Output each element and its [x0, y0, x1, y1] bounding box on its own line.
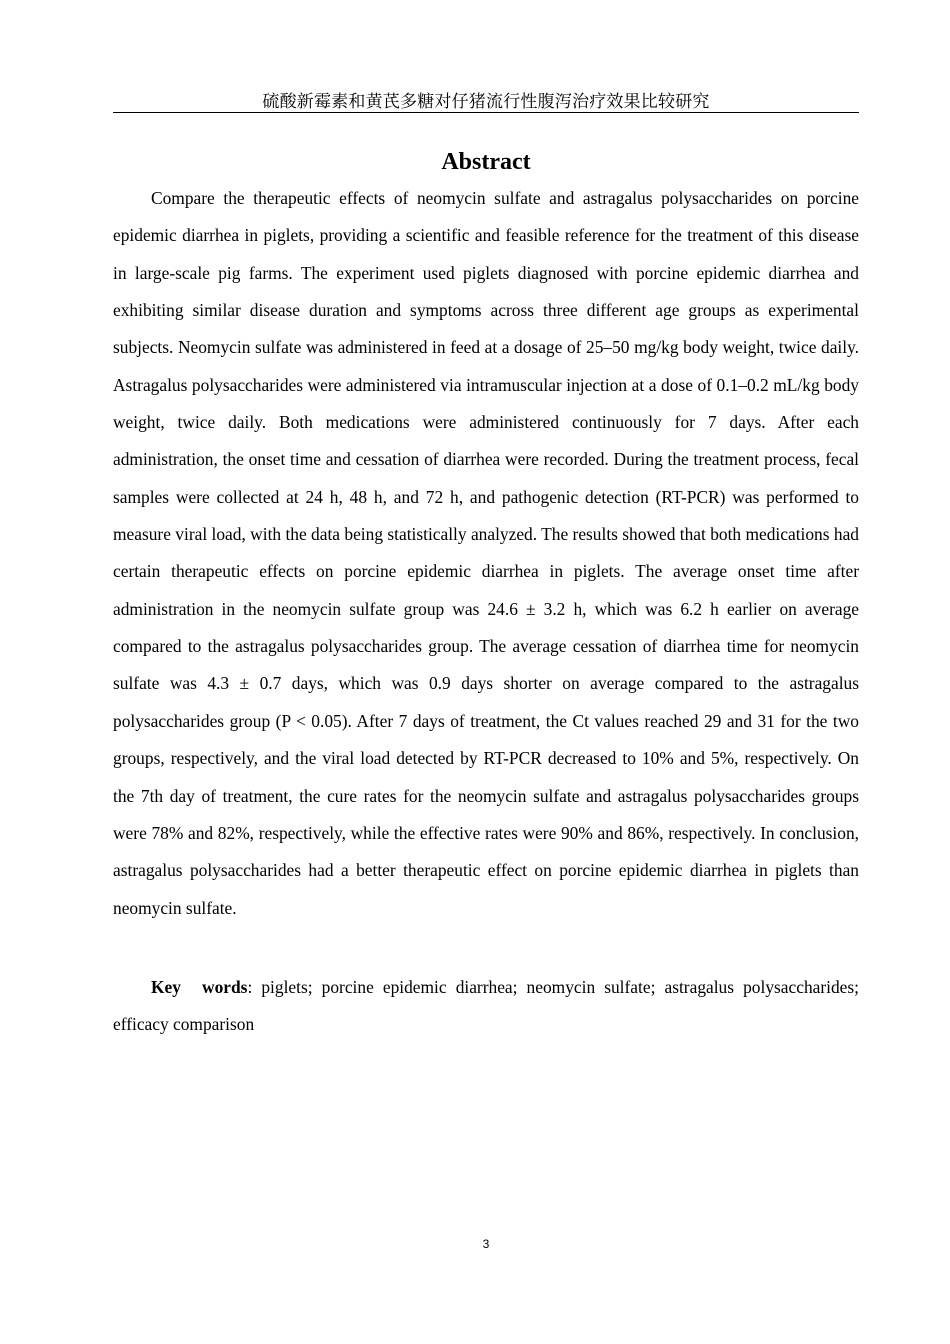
running-header: 硫酸新霉素和黄芪多糖对仔猪流行性腹泻治疗效果比较研究: [113, 92, 859, 113]
page-number: 3: [482, 1237, 490, 1251]
keywords-label: Key words: [151, 977, 248, 997]
abstract-heading: Abstract: [441, 149, 531, 175]
abstract-paragraph: Compare the therapeutic effects of neomycin sulfate and astragalus polysaccharides on porcine epidemic diarrhea in piglets, providing a scientific and feasible reference for the treatment of this disease in large-scale pig farms. The experiment used piglets diagnosed with porcine epidemic diarrhea and exhibiting similar disease duration and symptoms across three different age groups as experimental subjects. Neomycin sulfate was administered in feed at a dosage of 25–50 mg/kg body weight, twice daily. Astragalus polysaccharides were administered via intramuscular injection at a dose of 0.1–0.2 mL/kg body weight, twice daily. Both medications were administered continuously for 7 days. After each administration, the onset time and cessation of diarrhea were recorded. During the treatment process, fecal samples were collected at 24 h, 48 h, and 72 h, and pathogenic detection (RT-PCR) was performed to measure viral load, with the data being statistically analyzed. The results showed that both medications had certain therapeutic effects on porcine epidemic diarrhea in piglets. The average onset time after administration in the neomycin sulfate group was 24.6 ± 3.2 h, which was 6.2 h earlier on average compared to the astragalus polysaccharides group. The average cessation of diarrhea time for neomycin sulfate was 4.3 ± 0.7 days, which was 0.9 days shorter on average compared to the astragalus polysaccharides group (P < 0.05). After 7 days of treatment, the Ct values reached 29 and 31 for the two groups, respectively, and the viral load detected by RT-PCR decreased to 10% and 5%, respectively. On the 7th day of treatment, the cure rates for the neomycin sulfate and astragalus polysaccharides groups were 78% and 82%, respectively, while the effective rates were 90% and 86%, respectively. In conclusion, astragalus polysaccharides had a better therapeutic effect on porcine epidemic diarrhea in piglets than neomycin sulfate.: [113, 188, 859, 918]
keywords-text: piglets; porcine epidemic diarrhea; neomycin sulfate; astragalus polysaccharides; efficacy comparison: [113, 977, 859, 1035]
keywords-paragraph: [113, 969, 859, 1044]
keywords-separator: :: [247, 977, 262, 997]
